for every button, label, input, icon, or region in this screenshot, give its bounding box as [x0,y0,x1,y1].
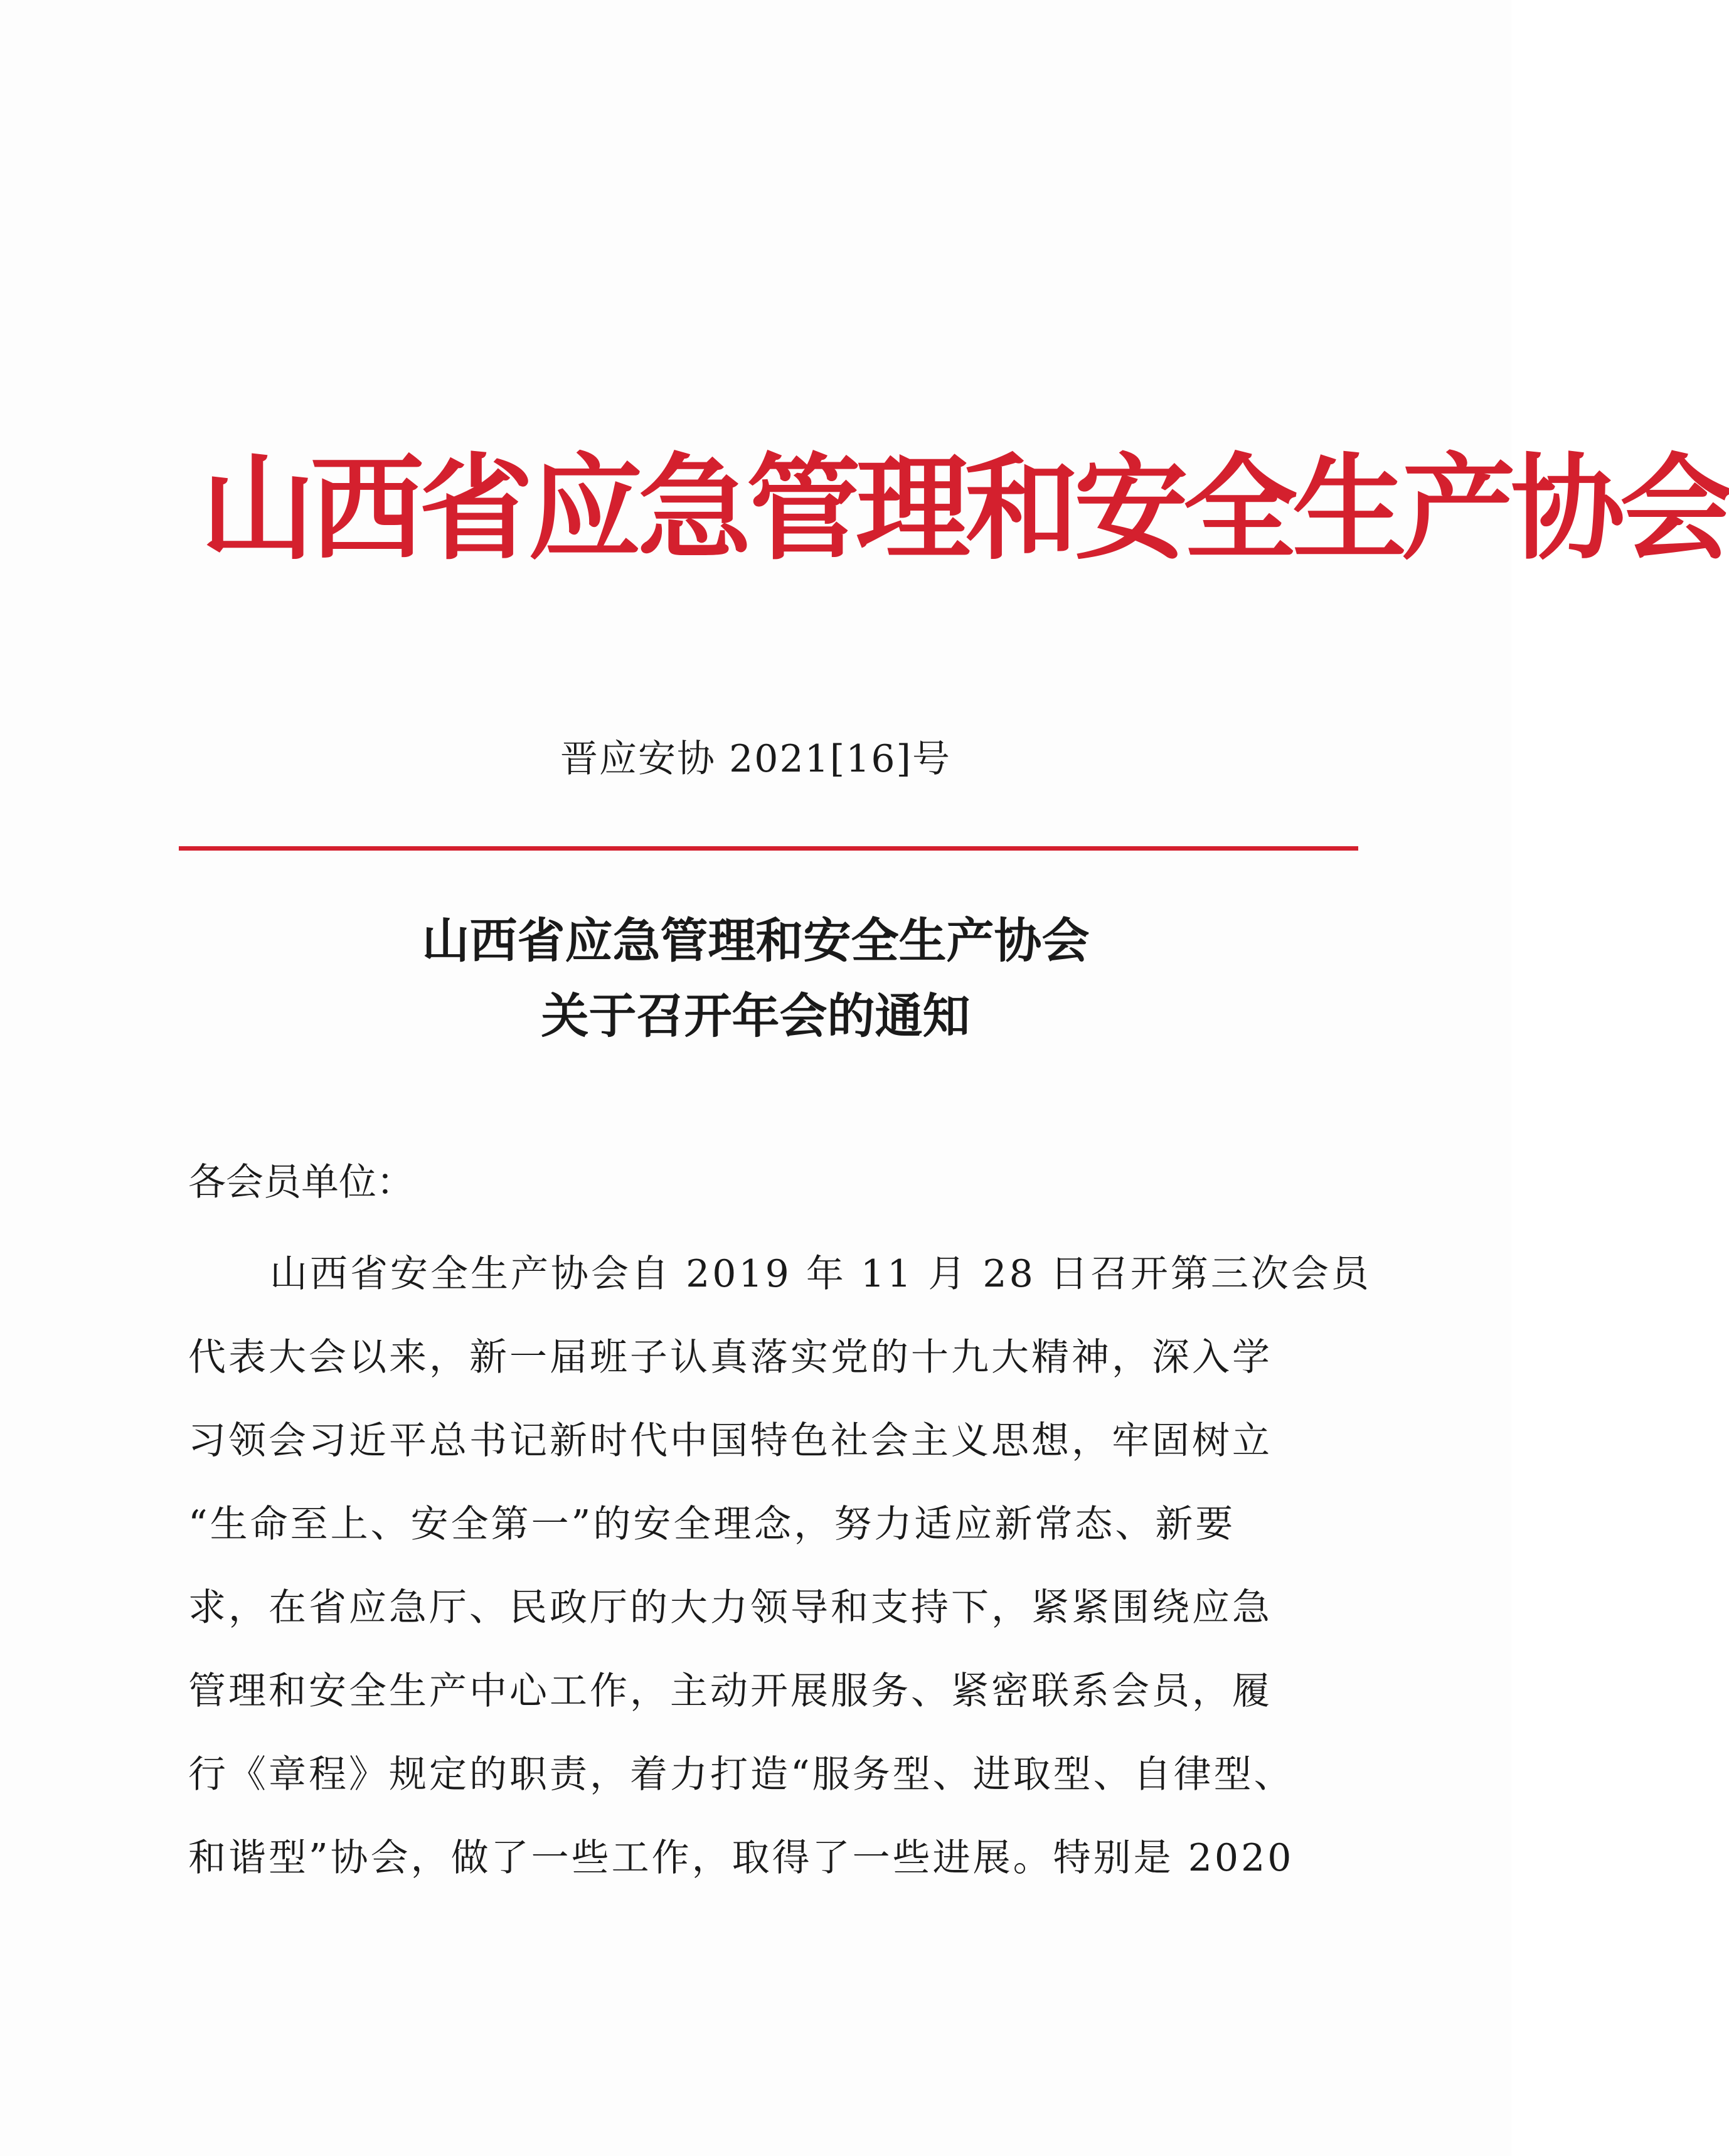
notice-title-line-2: 关于召开年会的通知 [541,988,971,1044]
body-line: “生命至上、安全第一”的安全理念，努力适应新常态、新要 [188,1502,1236,1546]
document-number: 晋应安协 2021[16]号 [560,737,951,781]
body-line: 代表大会以来，新一届班子认真落实党的十九大精神，深入学 [188,1336,1272,1379]
salutation: 各会员单位： [188,1160,414,1204]
body-line: 山西省安全生产协会自 2019 年 11 月 28 日召开第三次会员 [270,1252,1371,1296]
body-line: 管理和安全生产中心工作，主动开展服务、紧密联系会员，履 [188,1669,1272,1713]
notice-title-line-1: 山西省应急管理和安全生产协会 [422,913,1090,969]
body-line: 和谐型”协会，做了一些工作，取得了一些进展。特别是 2020 [188,1836,1294,1880]
body-line: 习领会习近平总书记新时代中国特色社会主义思想，牢固树立 [188,1419,1272,1463]
notice-title [0,903,1511,1054]
body-line: 求，在省应急厅、民政厅的大力领导和支持下，紧紧围绕应急 [188,1586,1272,1630]
organization-header: 山西省应急管理和安全生产协会 [201,441,1729,575]
red-divider [179,846,1358,851]
body-text [188,1233,1371,1900]
body-line: 行《章程》规定的职责，着力打造“服务型、进取型、自律型、 [188,1753,1294,1797]
